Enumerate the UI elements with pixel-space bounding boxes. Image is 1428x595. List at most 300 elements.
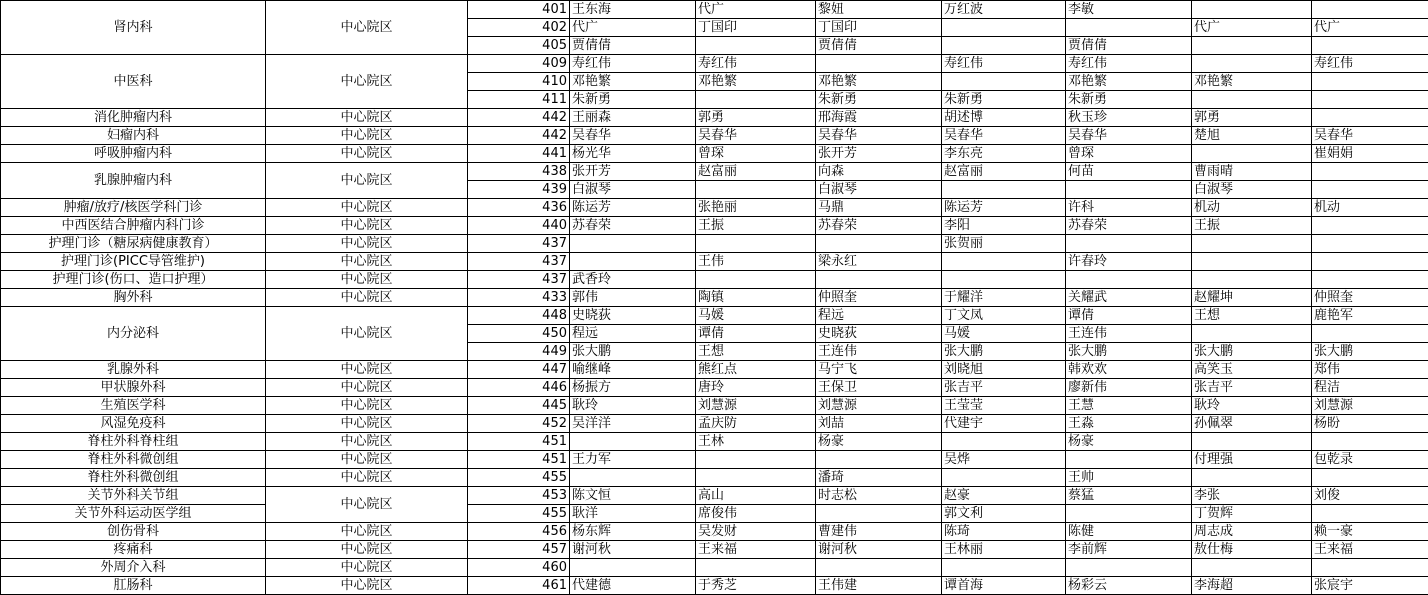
department-cell[interactable]: 肿瘤/放疗/核医学科门诊 [1, 199, 266, 217]
doctor-cell[interactable] [1312, 73, 1428, 91]
doctor-cell[interactable]: 黎妞 [816, 1, 942, 19]
room-cell[interactable]: 439 [468, 181, 570, 199]
doctor-cell[interactable]: 程洁 [1312, 379, 1428, 397]
room-cell[interactable]: 455 [468, 505, 570, 523]
doctor-cell[interactable]: 杨豪 [816, 433, 942, 451]
doctor-cell[interactable]: 曾琛 [1066, 145, 1192, 163]
campus-cell[interactable]: 中心院区 [266, 163, 468, 199]
doctor-cell[interactable]: 杨豪 [1066, 433, 1192, 451]
doctor-cell[interactable]: 李阳 [942, 217, 1066, 235]
doctor-cell[interactable]: 程远 [570, 325, 696, 343]
doctor-cell[interactable]: 李敏 [1066, 1, 1192, 19]
doctor-cell[interactable]: 王想 [1192, 307, 1312, 325]
room-cell[interactable]: 453 [468, 487, 570, 505]
doctor-cell[interactable]: 敖仕梅 [1192, 541, 1312, 559]
doctor-cell[interactable]: 李东亮 [942, 145, 1066, 163]
doctor-cell[interactable]: 吴春华 [1312, 127, 1428, 145]
doctor-cell[interactable]: 曹建伟 [816, 523, 942, 541]
campus-cell[interactable]: 中心院区 [266, 1, 468, 55]
campus-cell[interactable]: 中心院区 [266, 361, 468, 379]
doctor-cell[interactable]: 王淼 [1066, 415, 1192, 433]
doctor-cell[interactable]: 向森 [816, 163, 942, 181]
doctor-cell[interactable]: 苏春荣 [816, 217, 942, 235]
doctor-cell[interactable] [942, 271, 1066, 289]
doctor-cell[interactable]: 曹雨晴 [1192, 163, 1312, 181]
doctor-cell[interactable] [942, 181, 1066, 199]
doctor-cell[interactable] [696, 91, 816, 109]
doctor-cell[interactable] [1066, 505, 1192, 523]
doctor-cell[interactable]: 吴春华 [1066, 127, 1192, 145]
doctor-cell[interactable] [1066, 181, 1192, 199]
doctor-cell[interactable] [1192, 55, 1312, 73]
campus-cell[interactable]: 中心院区 [266, 145, 468, 163]
department-cell[interactable]: 中医科 [1, 55, 266, 109]
doctor-cell[interactable] [942, 559, 1066, 577]
doctor-cell[interactable]: 张艳丽 [696, 199, 816, 217]
doctor-cell[interactable]: 朱新勇 [942, 91, 1066, 109]
doctor-cell[interactable]: 刘慧源 [696, 397, 816, 415]
doctor-cell[interactable]: 邓艳繁 [696, 73, 816, 91]
doctor-cell[interactable] [570, 433, 696, 451]
campus-cell[interactable]: 中心院区 [266, 109, 468, 127]
doctor-cell[interactable]: 寿红伟 [570, 55, 696, 73]
doctor-cell[interactable]: 史晓荻 [816, 325, 942, 343]
doctor-cell[interactable] [1312, 505, 1428, 523]
doctor-cell[interactable]: 陈文恒 [570, 487, 696, 505]
doctor-cell[interactable]: 苏春荣 [570, 217, 696, 235]
doctor-cell[interactable]: 白淑琴 [1192, 181, 1312, 199]
doctor-cell[interactable]: 李前辉 [1066, 541, 1192, 559]
doctor-cell[interactable] [1066, 559, 1192, 577]
doctor-cell[interactable] [816, 271, 942, 289]
doctor-cell[interactable]: 贾倩倩 [1066, 37, 1192, 55]
doctor-cell[interactable]: 张大鹏 [1066, 343, 1192, 361]
doctor-cell[interactable]: 程远 [816, 307, 942, 325]
doctor-cell[interactable]: 仲照奎 [816, 289, 942, 307]
room-cell[interactable]: 451 [468, 451, 570, 469]
doctor-cell[interactable]: 吴春华 [942, 127, 1066, 145]
room-cell[interactable]: 441 [468, 145, 570, 163]
department-cell[interactable]: 护理门诊(PICC导管维护) [1, 253, 266, 271]
doctor-cell[interactable]: 王振 [696, 217, 816, 235]
doctor-cell[interactable] [1192, 325, 1312, 343]
doctor-cell[interactable]: 王帅 [1066, 469, 1192, 487]
department-cell[interactable]: 肾内科 [1, 1, 266, 55]
doctor-cell[interactable]: 杨振方 [570, 379, 696, 397]
doctor-cell[interactable] [696, 559, 816, 577]
doctor-cell[interactable]: 刘喆 [816, 415, 942, 433]
doctor-cell[interactable]: 谭倩 [1066, 307, 1192, 325]
doctor-cell[interactable]: 机动 [1312, 199, 1428, 217]
doctor-cell[interactable]: 杨彩云 [1066, 577, 1192, 595]
doctor-cell[interactable]: 耿玲 [570, 397, 696, 415]
room-cell[interactable]: 411 [468, 91, 570, 109]
doctor-cell[interactable] [942, 37, 1066, 55]
department-cell[interactable]: 乳腺外科 [1, 361, 266, 379]
room-cell[interactable]: 450 [468, 325, 570, 343]
doctor-cell[interactable]: 万红波 [942, 1, 1066, 19]
doctor-cell[interactable]: 代广 [1192, 19, 1312, 37]
doctor-cell[interactable]: 朱新勇 [816, 91, 942, 109]
room-cell[interactable]: 451 [468, 433, 570, 451]
department-cell[interactable]: 脊柱外科微创组 [1, 451, 266, 469]
doctor-cell[interactable]: 王想 [696, 343, 816, 361]
room-cell[interactable]: 433 [468, 289, 570, 307]
doctor-cell[interactable]: 张吉平 [942, 379, 1066, 397]
doctor-cell[interactable] [1192, 1, 1312, 19]
doctor-cell[interactable]: 时志松 [816, 487, 942, 505]
doctor-cell[interactable]: 代广 [696, 1, 816, 19]
doctor-cell[interactable] [942, 253, 1066, 271]
department-cell[interactable]: 消化肿瘤内科 [1, 109, 266, 127]
doctor-cell[interactable] [816, 55, 942, 73]
doctor-cell[interactable] [1192, 91, 1312, 109]
doctor-cell[interactable] [1066, 271, 1192, 289]
doctor-cell[interactable]: 耿玲 [1192, 397, 1312, 415]
doctor-cell[interactable]: 张宸宇 [1312, 577, 1428, 595]
room-cell[interactable]: 436 [468, 199, 570, 217]
campus-cell[interactable]: 中心院区 [266, 523, 468, 541]
room-cell[interactable]: 456 [468, 523, 570, 541]
doctor-cell[interactable]: 崔娟娟 [1312, 145, 1428, 163]
doctor-cell[interactable]: 寿红伟 [696, 55, 816, 73]
doctor-cell[interactable]: 陈琦 [942, 523, 1066, 541]
doctor-cell[interactable] [1192, 235, 1312, 253]
campus-cell[interactable]: 中心院区 [266, 271, 468, 289]
doctor-cell[interactable]: 于秀芝 [696, 577, 816, 595]
campus-cell[interactable]: 中心院区 [266, 577, 468, 595]
doctor-cell[interactable]: 仲照奎 [1312, 289, 1428, 307]
doctor-cell[interactable]: 寿红伟 [1066, 55, 1192, 73]
doctor-cell[interactable]: 吴春华 [816, 127, 942, 145]
doctor-cell[interactable]: 蔡猛 [1066, 487, 1192, 505]
room-cell[interactable]: 440 [468, 217, 570, 235]
room-cell[interactable]: 401 [468, 1, 570, 19]
doctor-cell[interactable]: 王东海 [570, 1, 696, 19]
doctor-cell[interactable]: 邓艳繁 [570, 73, 696, 91]
campus-cell[interactable]: 中心院区 [266, 217, 468, 235]
doctor-cell[interactable]: 邢海霞 [816, 109, 942, 127]
doctor-cell[interactable] [1192, 271, 1312, 289]
room-cell[interactable]: 447 [468, 361, 570, 379]
department-cell[interactable]: 乳腺肿瘤内科 [1, 163, 266, 199]
doctor-cell[interactable]: 曾琛 [696, 145, 816, 163]
campus-cell[interactable]: 中心院区 [266, 253, 468, 271]
doctor-cell[interactable]: 许春玲 [1066, 253, 1192, 271]
doctor-cell[interactable]: 李张 [1192, 487, 1312, 505]
doctor-cell[interactable]: 何苗 [1066, 163, 1192, 181]
doctor-cell[interactable]: 耿洋 [570, 505, 696, 523]
room-cell[interactable]: 437 [468, 253, 570, 271]
doctor-cell[interactable]: 陈运芳 [570, 199, 696, 217]
doctor-cell[interactable]: 赵豪 [942, 487, 1066, 505]
doctor-cell[interactable]: 高山 [696, 487, 816, 505]
doctor-cell[interactable]: 张开芳 [570, 163, 696, 181]
doctor-cell[interactable]: 寿红伟 [942, 55, 1066, 73]
doctor-cell[interactable] [816, 235, 942, 253]
doctor-cell[interactable]: 刘晓旭 [942, 361, 1066, 379]
doctor-cell[interactable]: 代广 [1312, 19, 1428, 37]
doctor-cell[interactable] [570, 253, 696, 271]
department-cell[interactable]: 关节外科运动医学组 [1, 505, 266, 523]
doctor-cell[interactable]: 喻继峰 [570, 361, 696, 379]
department-cell[interactable]: 中西医结合肿瘤内科门诊 [1, 217, 266, 235]
doctor-cell[interactable]: 马媛 [942, 325, 1066, 343]
doctor-cell[interactable] [1312, 559, 1428, 577]
doctor-cell[interactable]: 张大鹏 [942, 343, 1066, 361]
doctor-cell[interactable] [1192, 253, 1312, 271]
doctor-cell[interactable]: 机动 [1192, 199, 1312, 217]
doctor-cell[interactable]: 马宁飞 [816, 361, 942, 379]
room-cell[interactable]: 445 [468, 397, 570, 415]
department-cell[interactable]: 护理门诊(伤口、造口护理） [1, 271, 266, 289]
doctor-cell[interactable]: 武香玲 [570, 271, 696, 289]
doctor-cell[interactable]: 郭勇 [696, 109, 816, 127]
department-cell[interactable]: 内分泌科 [1, 307, 266, 361]
room-cell[interactable]: 452 [468, 415, 570, 433]
doctor-cell[interactable]: 张大鹏 [1312, 343, 1428, 361]
doctor-cell[interactable]: 代建德 [570, 577, 696, 595]
room-cell[interactable]: 455 [468, 469, 570, 487]
doctor-cell[interactable] [1312, 433, 1428, 451]
doctor-cell[interactable]: 朱新勇 [570, 91, 696, 109]
room-cell[interactable]: 437 [468, 271, 570, 289]
campus-cell[interactable]: 中心院区 [266, 469, 468, 487]
doctor-cell[interactable]: 邓艳繁 [816, 73, 942, 91]
campus-cell[interactable]: 中心院区 [266, 541, 468, 559]
department-cell[interactable]: 关节外科关节组 [1, 487, 266, 505]
doctor-cell[interactable]: 杨盼 [1312, 415, 1428, 433]
doctor-cell[interactable]: 王来福 [696, 541, 816, 559]
department-cell[interactable]: 妇瘤内科 [1, 127, 266, 145]
doctor-cell[interactable]: 孙佩翠 [1192, 415, 1312, 433]
doctor-cell[interactable] [696, 271, 816, 289]
doctor-cell[interactable]: 关耀武 [1066, 289, 1192, 307]
doctor-cell[interactable] [1312, 91, 1428, 109]
room-cell[interactable]: 448 [468, 307, 570, 325]
doctor-cell[interactable]: 王林丽 [942, 541, 1066, 559]
doctor-cell[interactable]: 王保卫 [816, 379, 942, 397]
doctor-cell[interactable]: 周志成 [1192, 523, 1312, 541]
doctor-cell[interactable]: 王伟 [696, 253, 816, 271]
campus-cell[interactable]: 中心院区 [266, 487, 468, 523]
doctor-cell[interactable]: 朱新勇 [1066, 91, 1192, 109]
room-cell[interactable]: 461 [468, 577, 570, 595]
doctor-cell[interactable]: 李海超 [1192, 577, 1312, 595]
doctor-cell[interactable]: 秋玉珍 [1066, 109, 1192, 127]
doctor-cell[interactable]: 郭伟 [570, 289, 696, 307]
doctor-cell[interactable] [1312, 253, 1428, 271]
doctor-cell[interactable]: 王伟建 [816, 577, 942, 595]
department-cell[interactable]: 脊柱外科微创组 [1, 469, 266, 487]
doctor-cell[interactable]: 吴烨 [942, 451, 1066, 469]
doctor-cell[interactable] [1192, 37, 1312, 55]
doctor-cell[interactable]: 唐玲 [696, 379, 816, 397]
doctor-cell[interactable]: 包乾录 [1312, 451, 1428, 469]
doctor-cell[interactable]: 高笑玉 [1192, 361, 1312, 379]
doctor-cell[interactable]: 苏春荣 [1066, 217, 1192, 235]
doctor-cell[interactable] [1312, 217, 1428, 235]
doctor-cell[interactable]: 于耀洋 [942, 289, 1066, 307]
doctor-cell[interactable] [942, 433, 1066, 451]
doctor-cell[interactable]: 胡述博 [942, 109, 1066, 127]
doctor-cell[interactable] [570, 469, 696, 487]
doctor-cell[interactable] [816, 505, 942, 523]
doctor-cell[interactable]: 代建宇 [942, 415, 1066, 433]
doctor-cell[interactable]: 陈健 [1066, 523, 1192, 541]
campus-cell[interactable]: 中心院区 [266, 379, 468, 397]
doctor-cell[interactable]: 许科 [1066, 199, 1192, 217]
doctor-cell[interactable]: 郭勇 [1192, 109, 1312, 127]
doctor-cell[interactable]: 张开芳 [816, 145, 942, 163]
doctor-cell[interactable]: 王慧 [1066, 397, 1192, 415]
doctor-cell[interactable] [1192, 145, 1312, 163]
department-cell[interactable]: 甲状腺外科 [1, 379, 266, 397]
department-cell[interactable]: 脊柱外科脊柱组 [1, 433, 266, 451]
doctor-cell[interactable]: 吴春华 [696, 127, 816, 145]
doctor-cell[interactable]: 郑伟 [1312, 361, 1428, 379]
doctor-cell[interactable]: 孟庆防 [696, 415, 816, 433]
doctor-cell[interactable] [570, 235, 696, 253]
room-cell[interactable]: 457 [468, 541, 570, 559]
doctor-cell[interactable]: 谭倩 [696, 325, 816, 343]
doctor-cell[interactable]: 王莹莹 [942, 397, 1066, 415]
campus-cell[interactable]: 中心院区 [266, 433, 468, 451]
doctor-cell[interactable] [1066, 451, 1192, 469]
doctor-cell[interactable]: 郭文利 [942, 505, 1066, 523]
doctor-cell[interactable] [570, 559, 696, 577]
department-cell[interactable]: 呼吸肿瘤内科 [1, 145, 266, 163]
doctor-cell[interactable]: 丁国印 [816, 19, 942, 37]
doctor-cell[interactable] [1312, 37, 1428, 55]
doctor-cell[interactable]: 张贺丽 [942, 235, 1066, 253]
doctor-cell[interactable]: 张大鹏 [570, 343, 696, 361]
doctor-cell[interactable]: 刘俊 [1312, 487, 1428, 505]
doctor-cell[interactable]: 楚旭 [1192, 127, 1312, 145]
campus-cell[interactable]: 中心院区 [266, 559, 468, 577]
campus-cell[interactable]: 中心院区 [266, 289, 468, 307]
doctor-cell[interactable]: 吴发财 [696, 523, 816, 541]
doctor-cell[interactable] [1312, 271, 1428, 289]
department-cell[interactable]: 疼痛科 [1, 541, 266, 559]
campus-cell[interactable]: 中心院区 [266, 397, 468, 415]
doctor-cell[interactable] [942, 19, 1066, 37]
doctor-cell[interactable]: 赖一豪 [1312, 523, 1428, 541]
doctor-cell[interactable] [696, 235, 816, 253]
room-cell[interactable]: 438 [468, 163, 570, 181]
campus-cell[interactable]: 中心院区 [266, 127, 468, 145]
doctor-cell[interactable]: 丁文凤 [942, 307, 1066, 325]
doctor-cell[interactable] [1312, 469, 1428, 487]
doctor-cell[interactable]: 马媛 [696, 307, 816, 325]
room-cell[interactable]: 442 [468, 109, 570, 127]
doctor-cell[interactable] [696, 181, 816, 199]
doctor-cell[interactable]: 谢河秋 [816, 541, 942, 559]
doctor-cell[interactable] [1192, 469, 1312, 487]
doctor-cell[interactable]: 邓艳繁 [1066, 73, 1192, 91]
doctor-cell[interactable]: 席俊伟 [696, 505, 816, 523]
doctor-cell[interactable]: 杨光华 [570, 145, 696, 163]
doctor-cell[interactable]: 赵耀坤 [1192, 289, 1312, 307]
room-cell[interactable]: 409 [468, 55, 570, 73]
doctor-cell[interactable]: 王丽森 [570, 109, 696, 127]
doctor-cell[interactable]: 刘慧源 [816, 397, 942, 415]
doctor-cell[interactable] [1312, 325, 1428, 343]
room-cell[interactable]: 446 [468, 379, 570, 397]
room-cell[interactable]: 460 [468, 559, 570, 577]
campus-cell[interactable]: 中心院区 [266, 415, 468, 433]
doctor-cell[interactable] [816, 451, 942, 469]
doctor-cell[interactable]: 王来福 [1312, 541, 1428, 559]
campus-cell[interactable]: 中心院区 [266, 235, 468, 253]
doctor-cell[interactable]: 付理强 [1192, 451, 1312, 469]
doctor-cell[interactable]: 贾倩倩 [816, 37, 942, 55]
doctor-cell[interactable] [942, 73, 1066, 91]
department-cell[interactable]: 护理门诊（糖尿病健康教育） [1, 235, 266, 253]
doctor-cell[interactable] [1192, 559, 1312, 577]
doctor-cell[interactable]: 赵富丽 [696, 163, 816, 181]
doctor-cell[interactable]: 谢河秋 [570, 541, 696, 559]
doctor-cell[interactable]: 谭首海 [942, 577, 1066, 595]
doctor-cell[interactable] [1312, 109, 1428, 127]
doctor-cell[interactable] [1312, 1, 1428, 19]
campus-cell[interactable]: 中心院区 [266, 55, 468, 109]
doctor-cell[interactable] [816, 559, 942, 577]
doctor-cell[interactable]: 王力军 [570, 451, 696, 469]
campus-cell[interactable]: 中心院区 [266, 307, 468, 361]
doctor-cell[interactable] [696, 451, 816, 469]
doctor-cell[interactable]: 吴春华 [570, 127, 696, 145]
doctor-cell[interactable]: 陈运芳 [942, 199, 1066, 217]
doctor-cell[interactable]: 杨东辉 [570, 523, 696, 541]
doctor-cell[interactable]: 廖新伟 [1066, 379, 1192, 397]
doctor-cell[interactable] [1312, 163, 1428, 181]
doctor-cell[interactable]: 赵富丽 [942, 163, 1066, 181]
department-cell[interactable]: 胸外科 [1, 289, 266, 307]
doctor-cell[interactable]: 陶镇 [696, 289, 816, 307]
room-cell[interactable]: 410 [468, 73, 570, 91]
doctor-cell[interactable] [1066, 235, 1192, 253]
doctor-cell[interactable]: 张大鹏 [1192, 343, 1312, 361]
doctor-cell[interactable] [942, 469, 1066, 487]
doctor-cell[interactable]: 王连伟 [1066, 325, 1192, 343]
doctor-cell[interactable]: 梁永红 [816, 253, 942, 271]
room-cell[interactable]: 442 [468, 127, 570, 145]
doctor-cell[interactable]: 吴洋洋 [570, 415, 696, 433]
doctor-cell[interactable]: 马鼎 [816, 199, 942, 217]
doctor-cell[interactable]: 刘慧源 [1312, 397, 1428, 415]
doctor-cell[interactable]: 贾倩倩 [570, 37, 696, 55]
doctor-cell[interactable]: 丁国印 [696, 19, 816, 37]
doctor-cell[interactable] [1312, 235, 1428, 253]
doctor-cell[interactable]: 白淑琴 [570, 181, 696, 199]
doctor-cell[interactable] [1192, 433, 1312, 451]
doctor-cell[interactable]: 潘琦 [816, 469, 942, 487]
doctor-cell[interactable] [1312, 181, 1428, 199]
doctor-cell[interactable]: 史晓荻 [570, 307, 696, 325]
room-cell[interactable]: 449 [468, 343, 570, 361]
doctor-cell[interactable] [696, 37, 816, 55]
department-cell[interactable]: 肛肠科 [1, 577, 266, 595]
department-cell[interactable]: 风湿免疫科 [1, 415, 266, 433]
doctor-cell[interactable]: 邓艳繁 [1192, 73, 1312, 91]
doctor-cell[interactable]: 熊红点 [696, 361, 816, 379]
doctor-cell[interactable]: 王振 [1192, 217, 1312, 235]
campus-cell[interactable]: 中心院区 [266, 451, 468, 469]
campus-cell[interactable]: 中心院区 [266, 199, 468, 217]
department-cell[interactable]: 外周介入科 [1, 559, 266, 577]
room-cell[interactable]: 402 [468, 19, 570, 37]
